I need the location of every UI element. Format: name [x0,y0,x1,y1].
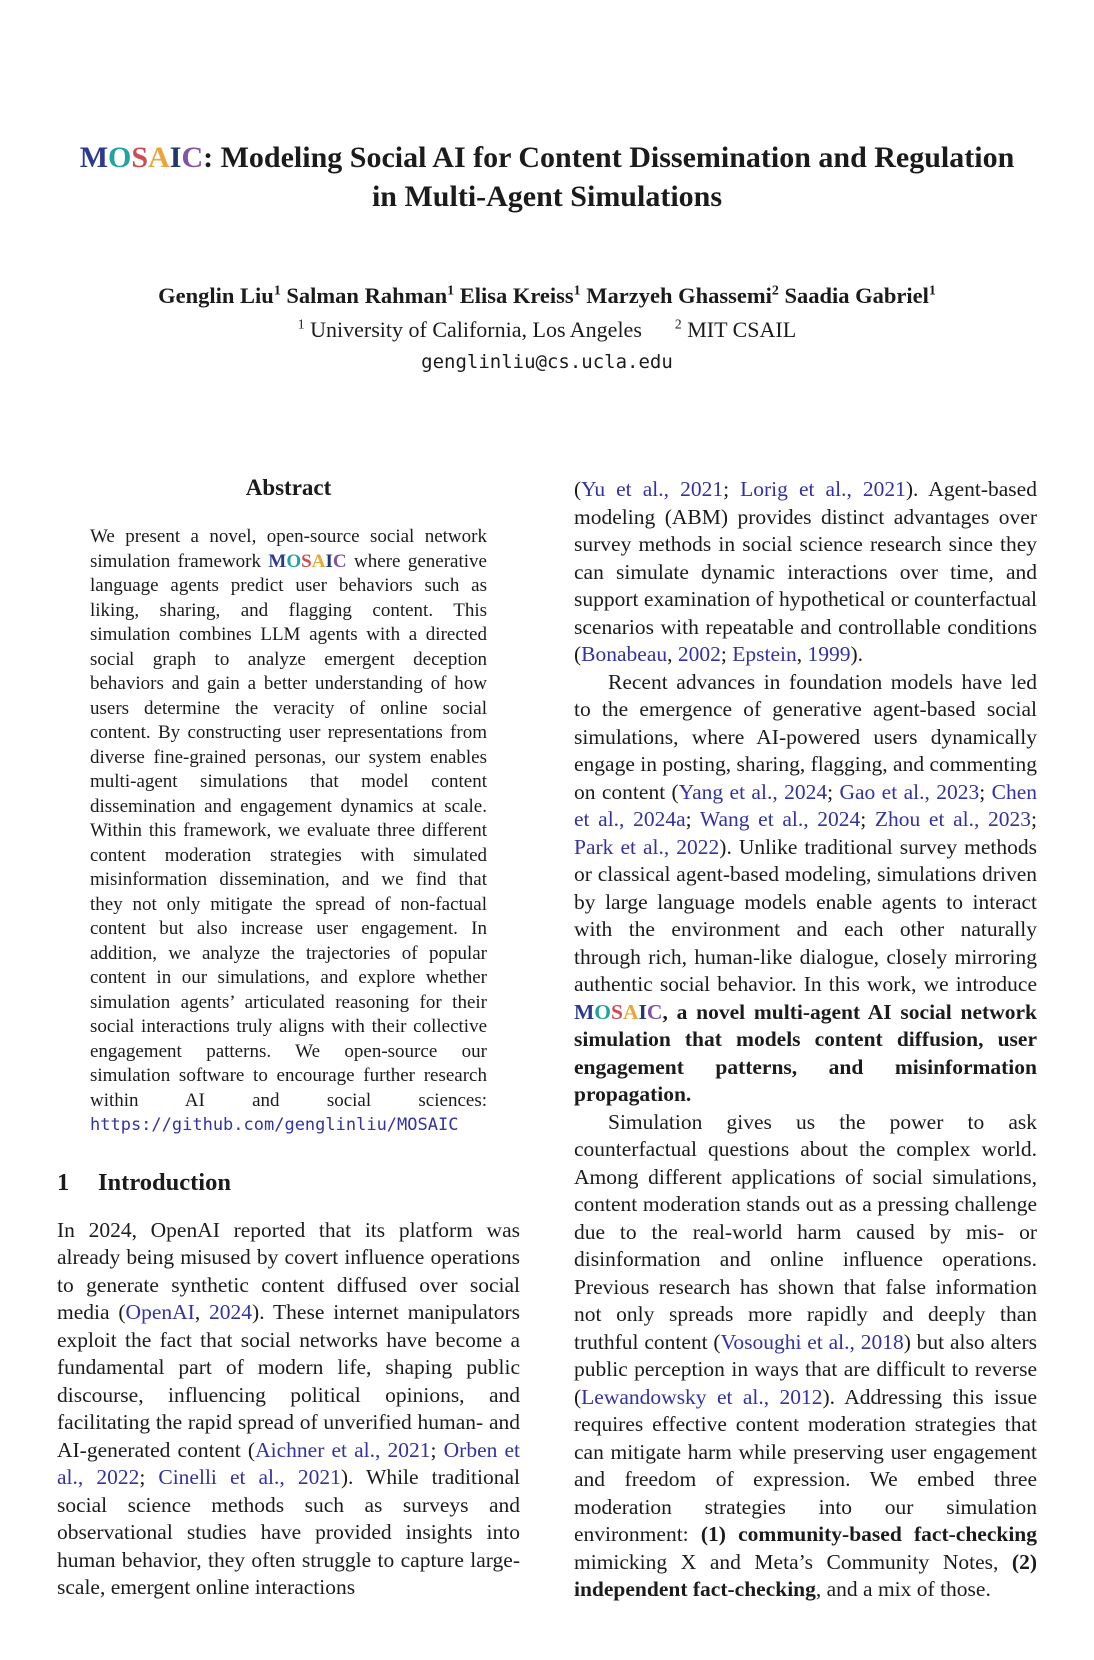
two-column-body [0,471,1094,1604]
text-segment: ; [1031,807,1037,831]
citation-link[interactable]: Vosoughi et al., 2018 [720,1329,904,1354]
superscript: 2 [771,283,779,299]
text-segment: ( [574,477,582,501]
text-segment: : Modeling Social AI for Content Dissemination and Regulation in Multi-Agent Simulations [203,141,1015,213]
authors-line [0,282,1094,310]
right-column [574,471,1037,1604]
text-segment: , [667,642,678,666]
text-segment: We present a novel, open-source social network simulation framework [90,526,487,572]
text-segment: where generative language agents predict user behaviors such as liking, sharing, and flagging content. This simulation combines LLM agents with a directed social graph to analyze emergent deception behaviors and gain a better understanding of how users determine the veracity of online social content. By constructing user representations from diverse fine-grained personas, our system enables multi-agent simulations that model content dissemination and engagement dynamics at scale. Within this framework, we evaluate three different content moderation strategies with simulated misinformation dissemination, and we find that they not only mitigate the spread of non-factual content but also increase user engagement. In addition, we analyze the trajectories of popular content in our simulations, and explore whether simulation agents’ articulated reasoning for their social interactions truly aligns with their collective engagement patterns. We open-source our simulation software to encourage further research within AI and social sciences: [90,550,487,1111]
superscript: 1 [447,283,455,299]
text-segment: , [796,642,808,666]
affiliations-line [0,316,1094,344]
mosaic-wordmark: MOSAIC [79,141,204,174]
abstract-body [90,525,487,1138]
text-segment: ; [685,807,700,831]
citation-link[interactable]: Bonabeau [581,642,668,666]
citation-link[interactable]: 2024 [209,1300,253,1324]
citation-link[interactable]: Gao et al., 2023 [839,779,980,804]
mosaic-wordmark: MOSAIC [268,550,347,572]
text-segment: , and a mix of those. [815,1577,991,1601]
text-segment: MIT CSAIL [681,317,797,342]
text-segment: ; [723,477,741,501]
text-segment: ). These internet manipulators exploit the fact that social networks have become a fundamental part of modern life, shaping public discourse, influencing political opinions, and facilitating the rapid spread of unverified human- and AI-generated content ( [57,1300,520,1462]
paper-header [0,0,1094,373]
text-segment: ). [850,642,864,666]
citation-link[interactable]: 1999 [807,642,851,666]
section-heading-introduction [57,1168,520,1198]
citation-link[interactable]: Park et al., 2022 [574,834,720,859]
citation-link[interactable]: Zhou et al., 2023 [874,807,1032,831]
paragraph-abm-continuation [574,476,1037,669]
text-segment: ). While traditional social science methods such as surveys and observational studies have provided insights into human behavior, they often struggle to capture large-scale, emergent online interactions [57,1465,520,1599]
text-segment: , [194,1300,210,1324]
url-link[interactable]: https://github.com/genglinliu/MOSAIC [90,1115,459,1135]
text-segment: Salman Rahman [280,283,448,308]
paper-title [64,138,1030,216]
superscript: 1 [297,316,305,332]
intro-paragraph [57,1217,520,1602]
citation-link[interactable]: Chen et al., 2024a [574,779,1037,831]
section-title: Introduction [98,1168,231,1196]
text-segment: University of California, Los Angeles [304,317,675,342]
text-segment: ) but also alters public perception in ways that are difficult to reverse ( [574,1329,1038,1409]
bold-text: (1) community-based fact-checking [700,1522,1037,1546]
text-segment: ; [139,1465,159,1489]
citation-link[interactable]: 2002 [677,642,721,666]
text-segment: ). Addressing this issue requires effective content moderation strategies that can mitigate harm while preserving user engagement and freedom of expression. We embed three moderation strategies into our simulation environment: [574,1384,1037,1546]
bold-text: , a novel multi-agent AI social network simulation that models content diffusion, user engagement patterns, and misinformation propagation. [574,999,1037,1106]
citation-link[interactable]: Epstein [732,642,797,666]
citation-link[interactable]: Aichner et al., 2021 [255,1437,431,1462]
citation-link[interactable]: Orben et al., 2022 [57,1437,521,1489]
abstract-heading: Abstract [245,475,332,500]
text-segment: mimicking X and Meta’s Community Notes, [574,1549,1012,1574]
left-column [57,471,520,1602]
text-segment: ; [430,1437,444,1462]
superscript: 2 [674,316,682,332]
bold-text: (2) independent fact-checking [574,1549,1037,1601]
text-segment: ; [979,779,992,804]
text-segment: Simulation gives us the power to ask counterfactual questions about the complex world. Among different applications of social simulations, content moderation stands out as a pressing challenge due to the real-world harm caused by mis- or disinformation and online influence operations. Previous research has shown that false information not only spreads more rapidly and deeply than truthful content ( [574,1109,1037,1354]
citation-link[interactable]: Wang et al., 2024 [699,807,861,831]
citation-link[interactable]: Lorig et al., 2021 [740,477,906,501]
text-segment: Recent advances in foundation models have led to the emergence of generative agent-based social simulations, where AI-powered users dynamically engage in posting, sharing, flagging, and commenting on content ( [574,669,1037,804]
text-segment: Elisa Kreiss [454,283,574,308]
citation-link[interactable]: Lewandowsky et al., 2012 [581,1384,823,1409]
text-segment: ; [860,807,875,831]
text-segment: ). Agent-based modeling (ABM) provides distinct advantages over survey methods in social science research since they can simulate dynamic interactions over time, and support examination of hypothetical or counterfactual scenarios with repeatable and controllable conditions ( [574,477,1037,666]
superscript: 1 [273,283,281,299]
text-segment: In 2024, OpenAI reported that its platform was already being misused by covert influence operations to generate synthetic content diffused over social media ( [57,1217,520,1324]
text-segment: Marzyeh Ghassemi [580,283,772,308]
superscript: 1 [573,283,581,299]
email-link[interactable]: genglinliu@cs.ucla.edu [421,351,673,373]
paragraph-simulation-moderation [574,1109,1037,1604]
citation-link[interactable]: OpenAI [125,1300,195,1324]
text-segment: Genglin Liu [158,283,274,308]
text-segment: Saadia Gabriel [778,283,929,308]
text-segment: ). Unlike traditional survey methods or classical agent-based modeling, simulations driven by large language models enable agents to interact with the environment and each other naturally through rich, human-like dialogue, closely mirroring authentic social behavior. In this work, we introduce [574,834,1037,996]
text-segment: ; [827,779,840,804]
citation-link[interactable]: Cinelli et al., 2021 [158,1465,341,1489]
paragraph-recent-advances [574,669,1037,1109]
abstract-section [57,475,520,1138]
section-number: 1 [57,1168,70,1196]
mosaic-wordmark: MOSAIC [574,999,663,1024]
text-segment: ; [720,642,733,666]
superscript: 1 [928,283,936,299]
citation-link[interactable]: Yu et al., 2021 [581,477,724,501]
citation-link[interactable]: Yang et al., 2024 [678,779,828,804]
